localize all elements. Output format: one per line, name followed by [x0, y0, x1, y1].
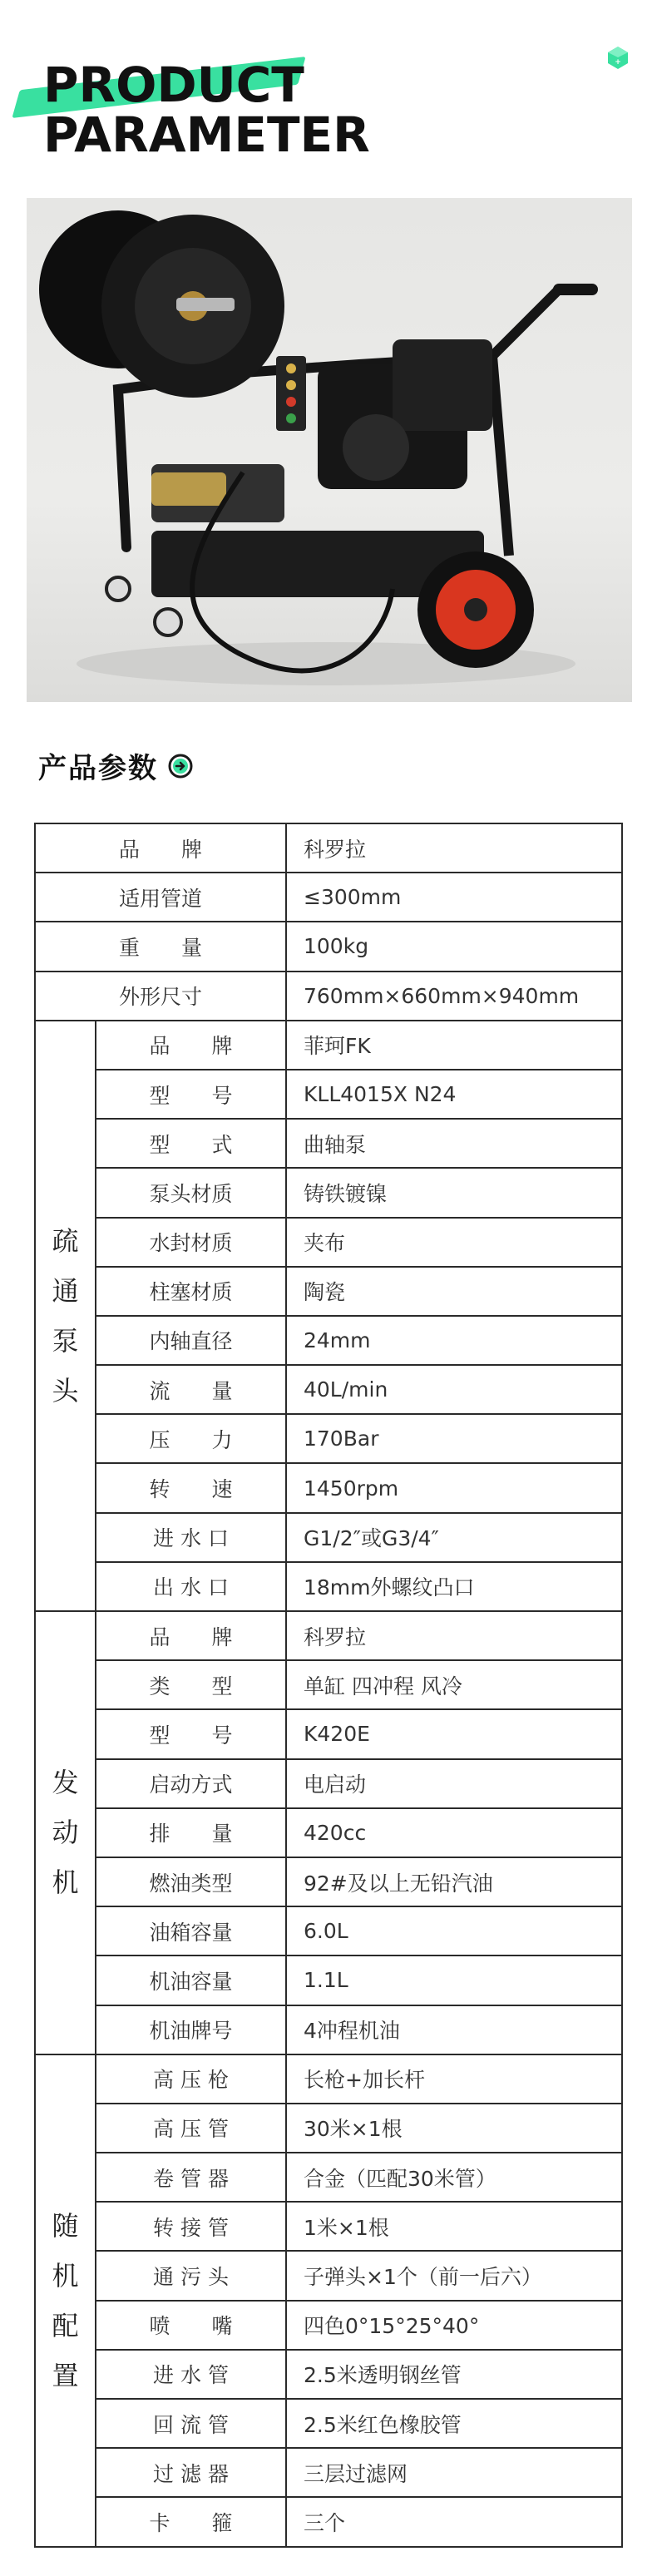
- group-char: 通: [52, 1274, 79, 1307]
- param-value: 夹布: [286, 1218, 622, 1267]
- param-value: 170Bar: [286, 1414, 622, 1463]
- hero-title-line-1: PRODUCT: [43, 57, 304, 113]
- table-row: [35, 1759, 622, 1808]
- group-label-accessories: [35, 2054, 96, 2547]
- parameter-table: [34, 823, 623, 2548]
- table-row: [35, 1365, 622, 1414]
- param-key: 通 污 头: [96, 2251, 286, 2300]
- param-value: 40L/min: [286, 1365, 622, 1414]
- table-row: [35, 1906, 622, 1955]
- param-value: 三个: [286, 2497, 622, 2546]
- param-value: 4冲程机油: [286, 2005, 622, 2054]
- param-value: ≤300mm: [286, 873, 622, 922]
- param-key: 型 号: [96, 1070, 286, 1119]
- param-key: 内轴直径: [96, 1316, 286, 1365]
- param-key: 型 号: [96, 1709, 286, 1758]
- param-value: 2.5米透明钢丝管: [286, 2350, 622, 2399]
- table-row: [35, 1709, 622, 1758]
- param-key: 转 接 管: [96, 2202, 286, 2251]
- section-heading: [38, 745, 193, 786]
- group-label-pump-head: [35, 1021, 96, 1611]
- group-char: 置: [52, 2359, 79, 2391]
- param-key: 品 牌: [35, 823, 286, 873]
- param-value: KLL4015X N24: [286, 1070, 622, 1119]
- param-key: 喷 嘴: [96, 2301, 286, 2350]
- param-value: 铸铁镀镍: [286, 1168, 622, 1217]
- param-key: 启动方式: [96, 1759, 286, 1808]
- param-value: 四色0°15°25°40°: [286, 2301, 622, 2350]
- param-key: 油箱容量: [96, 1906, 286, 1955]
- param-value: 1450rpm: [286, 1463, 622, 1512]
- table-row: [35, 2448, 622, 2497]
- param-value: 合金（匹配30米管）: [286, 2153, 622, 2202]
- table-row: [35, 2153, 622, 2202]
- table-row: [35, 2497, 622, 2546]
- arrow-circle-right-icon: [168, 754, 193, 779]
- table-row: [35, 2054, 622, 2104]
- param-key: 卷 管 器: [96, 2153, 286, 2202]
- param-key: 进 水 口: [96, 1513, 286, 1562]
- hero-title: [43, 57, 370, 163]
- param-key: 重 量: [35, 922, 286, 971]
- param-value: 18mm外螺纹凸口: [286, 1562, 622, 1611]
- param-value: 曲轴泵: [286, 1119, 622, 1168]
- table-row: [35, 1955, 622, 2005]
- group-char: 动: [52, 1817, 79, 1849]
- param-key: 压 力: [96, 1414, 286, 1463]
- param-key: 过 滤 器: [96, 2448, 286, 2497]
- param-value: 100kg: [286, 922, 622, 971]
- param-value: 科罗拉: [286, 823, 622, 873]
- table-row: [35, 2251, 622, 2300]
- param-key: 类 型: [96, 1660, 286, 1709]
- param-key: 流 量: [96, 1365, 286, 1414]
- table-row: [35, 1562, 622, 1611]
- param-value: 760mm×660mm×940mm: [286, 972, 622, 1021]
- group-char: 疏: [52, 1224, 79, 1257]
- param-value: 子弹头×1个（前一后六）: [286, 2251, 622, 2300]
- group-char: 随: [52, 2209, 79, 2242]
- param-key: 适用管道: [35, 873, 286, 922]
- param-key: 外形尺寸: [35, 972, 286, 1021]
- param-value: 24mm: [286, 1316, 622, 1365]
- table-row: [35, 1808, 622, 1857]
- product-photo: [27, 198, 632, 702]
- param-key: 排 量: [96, 1808, 286, 1857]
- param-value: 92#及以上无铅汽油: [286, 1857, 622, 1906]
- table-row: [35, 2301, 622, 2350]
- table-row: [35, 1316, 622, 1365]
- group-char: 泵: [52, 1324, 79, 1357]
- param-value: 2.5米红色橡胶管: [286, 2399, 622, 2448]
- param-key: 出 水 口: [96, 1562, 286, 1611]
- table-row: [35, 1267, 622, 1316]
- table-row: [35, 2005, 622, 2054]
- group-char: 配: [52, 2309, 79, 2341]
- group-char: 头: [52, 1374, 79, 1407]
- group-label-engine: [35, 1611, 96, 2054]
- param-key: 型 式: [96, 1119, 286, 1168]
- param-key: 高 压 管: [96, 2104, 286, 2153]
- param-value: 电启动: [286, 1759, 622, 1808]
- param-key: 高 压 枪: [96, 2054, 286, 2104]
- param-value: 科罗拉: [286, 1611, 622, 1660]
- group-char: 机: [52, 1866, 79, 1899]
- table-row: [35, 1414, 622, 1463]
- table-row: [35, 823, 622, 873]
- sewer-jetter-illustration: [27, 198, 632, 702]
- param-key: 卡 箍: [96, 2497, 286, 2546]
- hero-title-line-2: PARAMETER: [43, 106, 370, 163]
- table-row: [35, 1218, 622, 1267]
- table-row: [35, 1857, 622, 1906]
- group-char: 发: [52, 1767, 79, 1799]
- param-key: 水封材质: [96, 1218, 286, 1267]
- table-row: [35, 1021, 622, 1070]
- param-key: 回 流 管: [96, 2399, 286, 2448]
- param-key: 柱塞材质: [96, 1267, 286, 1316]
- table-row: [35, 1611, 622, 1660]
- table-row: [35, 2350, 622, 2399]
- table-row: [35, 2399, 622, 2448]
- param-value: 1.1L: [286, 1955, 622, 2005]
- svg-text:+: +: [615, 58, 621, 67]
- table-row: [35, 972, 622, 1021]
- param-key: 燃油类型: [96, 1857, 286, 1906]
- table-row: [35, 1513, 622, 1562]
- group-char: 机: [52, 2259, 79, 2292]
- param-key: 机油容量: [96, 1955, 286, 2005]
- section-title: 产品参数: [38, 752, 158, 785]
- table-row: [35, 2202, 622, 2251]
- param-key: 泵头材质: [96, 1168, 286, 1217]
- param-value: G1/2″或G3/4″: [286, 1513, 622, 1562]
- param-key: 机油牌号: [96, 2005, 286, 2054]
- param-value: 420cc: [286, 1808, 622, 1857]
- param-value: 单缸 四冲程 风冷: [286, 1660, 622, 1709]
- table-row: [35, 1119, 622, 1168]
- table-row: [35, 922, 622, 971]
- param-value: K420E: [286, 1709, 622, 1758]
- table-row: [35, 2104, 622, 2153]
- table-row: [35, 873, 622, 922]
- param-value: 陶瓷: [286, 1267, 622, 1316]
- table-row: [35, 1463, 622, 1512]
- brand-badge-icon: [605, 45, 630, 70]
- param-key: 品 牌: [96, 1611, 286, 1660]
- param-key: 转 速: [96, 1463, 286, 1512]
- table-row: [35, 1070, 622, 1119]
- table-row: [35, 1168, 622, 1217]
- param-value: 30米×1根: [286, 2104, 622, 2153]
- param-value: 长枪+加长杆: [286, 2054, 622, 2104]
- param-value: 1米×1根: [286, 2202, 622, 2251]
- table-row: [35, 1660, 622, 1709]
- param-value: 菲珂FK: [286, 1021, 622, 1070]
- param-value: 6.0L: [286, 1906, 622, 1955]
- param-key: 品 牌: [96, 1021, 286, 1070]
- param-key: 进 水 管: [96, 2350, 286, 2399]
- param-value: 三层过滤网: [286, 2448, 622, 2497]
